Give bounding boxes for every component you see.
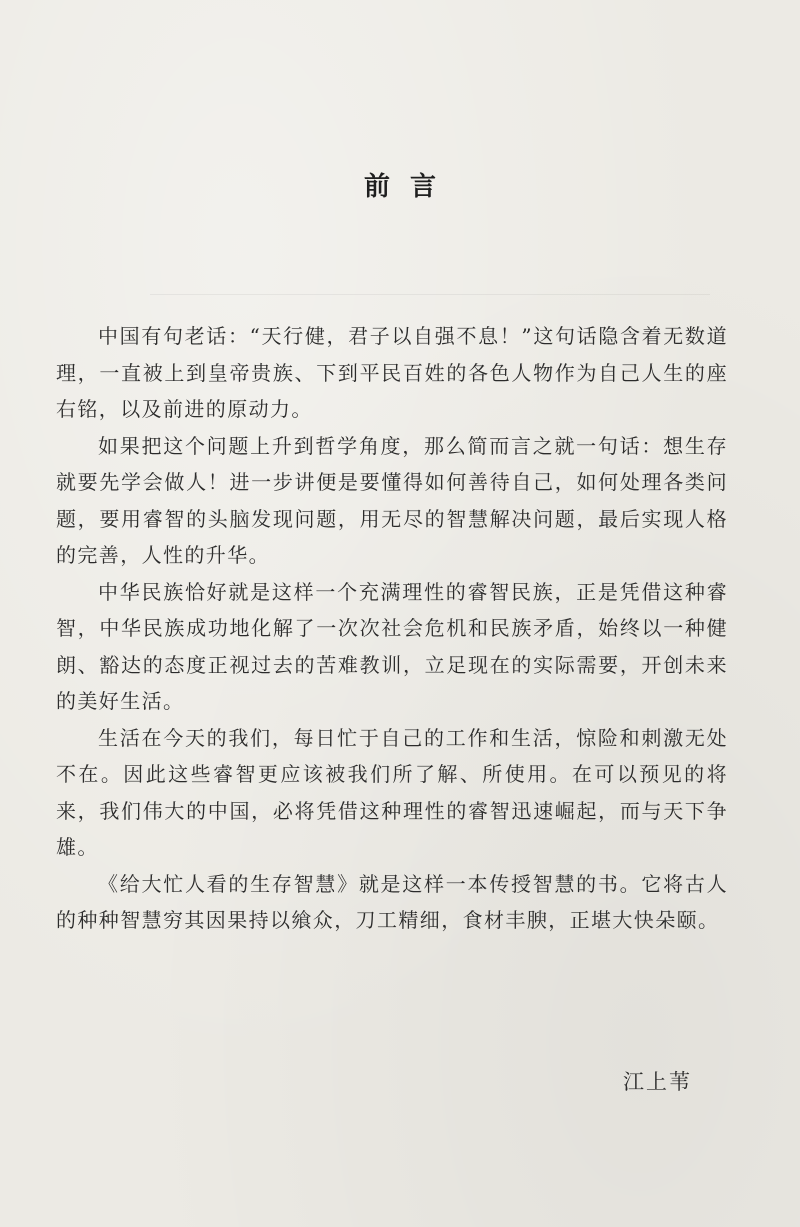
paragraph-2: 如果把这个问题上升到哲学角度，那么简而言之就一句话：想生存就要先学会做人！进一步讲便是要懂得如何善待自己，如何处理各类问题，要用睿智的头脑发现问题，用无尽的智慧解决问题，最后实现人格的完善，人性的升华。	[56, 433, 728, 567]
author-signature: 江上苇	[623, 1070, 692, 1094]
page-title: 前言	[363, 172, 456, 202]
paragraph-3: 中华民族恰好就是这样一个充满理性的睿智民族，正是凭借这种睿智，中华民族成功地化解了一次次社会危机和民族矛盾，始终以一种健朗、豁达的态度正视过去的苦难教训，立足现在的实际需要，开创未来的美好生活。	[56, 579, 728, 713]
paragraph-5: 《给大忙人看的生存智慧》就是这样一本传授智慧的书。它将古人的种种智慧穷其因果持以飨众，刀工精细，食材丰腴，正堪大快朵颐。	[56, 871, 728, 932]
divider	[150, 294, 710, 295]
preface-body	[56, 318, 728, 939]
paragraph-1: 中国有句老话：“天行健，君子以自强不息！”这句话隐含着无数道理，一直被上到皇帝贵族、下到平民百姓的各色人物作为自己人生的座右铭，以及前进的原动力。	[56, 324, 728, 421]
paragraph-4: 生活在今天的我们，每日忙于自己的工作和生活，惊险和刺激无处不在。因此这些睿智更应该被我们所了解、所使用。在可以预见的将来，我们伟大的中国，必将凭借这种理性的睿智迅速崛起，而与天下争雄。	[56, 725, 728, 859]
